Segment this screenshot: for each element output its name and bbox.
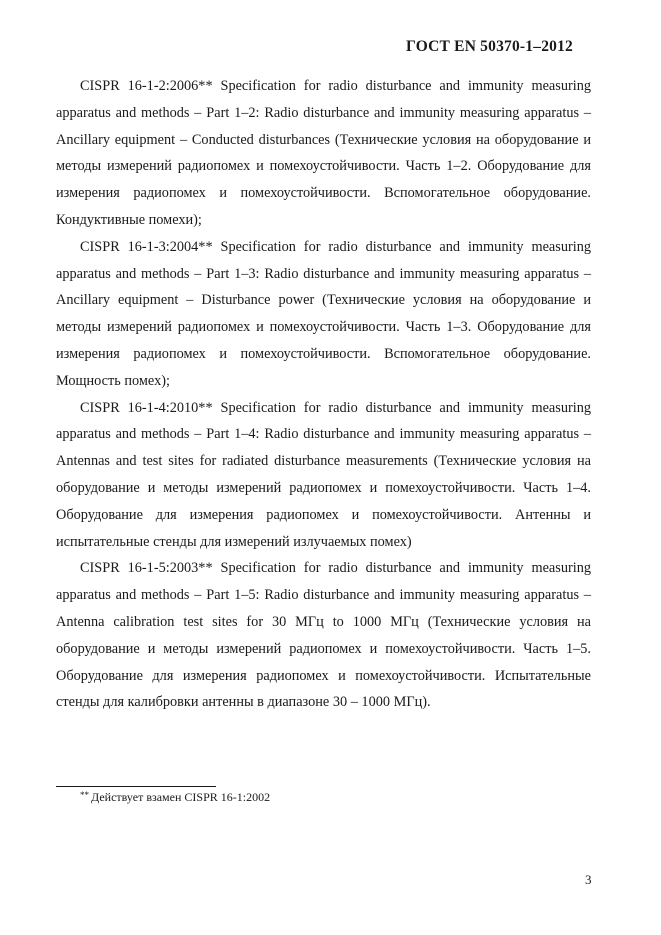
paragraph-cispr-16-1-4: CISPR 16-1-4:2010** Specification for radio disturbance and immunity measuring apparatus and methods – Part 1–4: Radio disturbance and immunity measuring apparatus – Antennas and test sites for radiated disturbance measurements (Технические условия на оборудование и методы измерений радиопомех и помехоустойчивости. Часть 1–4. Оборудование для измерения радиопомех и помехоустойчивости. Антенны и испытательные стенды для измерений излучаемых помех)	[56, 399, 591, 550]
page-number: 3	[585, 872, 592, 887]
paragraph-cispr-16-1-3: CISPR 16-1-3:2004** Specification for radio disturbance and immunity measuring apparatus and methods – Part 1–3: Radio disturbance and immunity measuring apparatus – Ancillary equipment – Disturbance power (Технические условия на оборудование и методы измерений радиопомех и помехоустойчивости. Часть 1–3. Оборудование для измерения радиопомех и помехоустойчивости. Вспомогательное оборудование. Мощность помех);	[56, 238, 591, 389]
footnote-marker: **	[80, 790, 89, 800]
document-body	[56, 73, 591, 716]
footnote-divider	[56, 786, 216, 787]
document-header: ГОСТ EN 50370-1–2012	[406, 38, 573, 55]
paragraph-cispr-16-1-2: CISPR 16-1-2:2006** Specification for radio disturbance and immunity measuring apparatus and methods – Part 1–2: Radio disturbance and immunity measuring apparatus – Ancillary equipment – Conducted disturbances (Технические условия на оборудование и методы измерений радиопомех и помехоустойчивости. Часть 1–2. Оборудование для измерения радиопомех и помехоустойчивости. Вспомогательное оборудование. Кондуктивные помехи);	[56, 78, 591, 228]
footnote	[80, 790, 270, 805]
footnote-text: Действует взамен CISPR 16-1:2002	[91, 790, 271, 804]
paragraph-cispr-16-1-5: CISPR 16-1-5:2003** Specification for radio disturbance and immunity measuring apparatus and methods – Part 1–5: Radio disturbance and immunity measuring apparatus – Antenna calibration test sites for 30 МГц to 1000 МГц (Технические условия на оборудование и методы измерений радиопомех и помехоустойчивости. Часть 1–5. Оборудование для измерения радиопомех и помехоустойчивости. Испытательные стенды для калибровки антенны в диапазоне 30 – 1000 МГц).	[56, 560, 591, 711]
